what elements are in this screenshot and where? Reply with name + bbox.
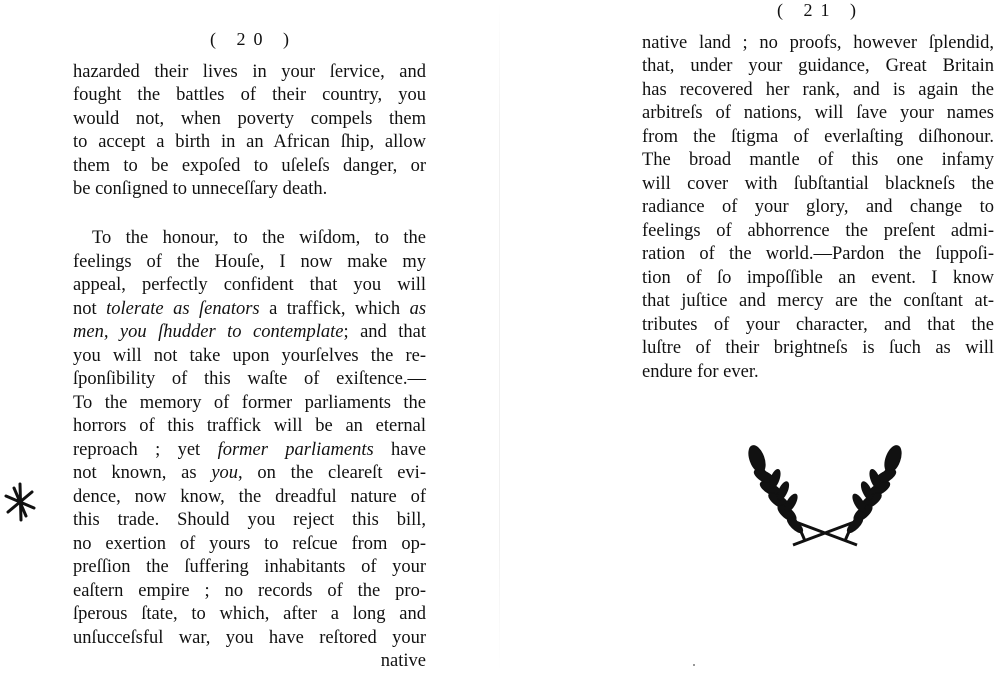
text-line: arbitreſs of nations, will ſave your names [642,103,994,123]
left-page [0,0,500,673]
text-line-italic [73,439,426,463]
text-line: luſtre of their brightneſs is ſuch as will [642,338,994,358]
text-line: appeal, perfectly confident that you will [73,275,426,295]
text-line: native land ; no proofs, however ſplendid, [642,33,994,53]
text-line: ration of the world.—Pardon the ſuppoſi- [642,244,994,264]
text-line: this trade. Should you reject this bill, [73,510,426,530]
text-line: tion of ſo impoſſible an event. I know [642,268,994,288]
text-line-italic [73,321,426,345]
text-segment: a traffick, which [259,299,410,319]
text-line: that, under your guidance, Great Britain [642,56,994,76]
text-line: hazarded their lives in your ſervice, and [73,62,426,82]
page-number-left: ( 20 ) [210,29,297,49]
text-line: that juſtice and mercy are the conſtant at- [642,291,994,311]
text-line: to accept a birth in an African ſhip, allow [73,132,426,152]
text-line: be conſigned to unneceſſary death. [73,179,328,199]
text-line: unſucceſsful war, you have reſtored your [73,628,426,648]
text-line-italic [73,298,426,322]
text-line: tributes of your character, and that the [642,315,994,335]
text-line: eaſtern empire ; no records of the pro- [73,581,426,601]
text-segment: have [373,440,426,460]
text-line: you will not take upon yourſelves the re- [73,346,426,366]
text-line-italic [73,462,426,486]
text-line: The broad mantle of this one infamy [642,150,994,170]
italic-segment: men, you ſhudder to contemplate [73,322,344,342]
italic-segment: as [409,299,427,319]
text-segment: not [73,299,107,319]
text-line: ſponſibility of this waſte of exiſtence.— [73,369,426,389]
text-line: dence, now know, the dreadful nature of [73,487,426,507]
text-line: ſperous ſtate, to which, after a long and [73,604,426,624]
text-line: will cover with ſubſtantial blackneſs the [642,174,994,194]
catchword: native [380,651,426,671]
margin-asterisk-mark-icon [0,480,40,524]
text-line: radiance of your glory, and change to [642,197,994,217]
text-line: To the memory of former parliaments the [73,393,426,413]
text-line: feelings of abhorrence the preſent admi- [642,221,994,241]
text-line: endure for ever. [642,362,759,382]
text-line: has recovered her rank, and is again the [642,80,994,100]
laurel-ornament-icon [735,437,915,547]
text-line: them to be expoſed to uſeleſs danger, or [73,156,426,176]
paper-speck [693,664,695,666]
text-line: feelings of the Houſe, I now make my [73,252,426,272]
italic-segment: tolerate as ſenators [106,299,260,319]
text-line: would not, when poverty compels them [73,109,426,129]
italic-segment: former parliaments [217,440,374,460]
text-segment: ; and that [343,322,427,342]
text-line: from the ſtigma of everlaſting diſhonour. [642,127,994,147]
text-line: To the honour, to the wiſdom, to the [92,228,426,248]
text-segment: reproach ; yet [73,440,218,460]
text-segment: , on the cleareſt evi- [238,463,426,483]
italic-segment: you [211,463,239,483]
text-line: preſſion the ſuffering inhabitants of your [73,557,426,577]
text-line: horrors of this traffick will be an eternal [73,416,426,436]
text-line: no exertion of yours to reſcue from op- [73,534,426,554]
page-number-right: ( 21 ) [777,0,864,20]
text-segment: not known, as [73,463,212,483]
right-page [500,0,1000,673]
text-line: fought the battles of their country, you [73,85,426,105]
